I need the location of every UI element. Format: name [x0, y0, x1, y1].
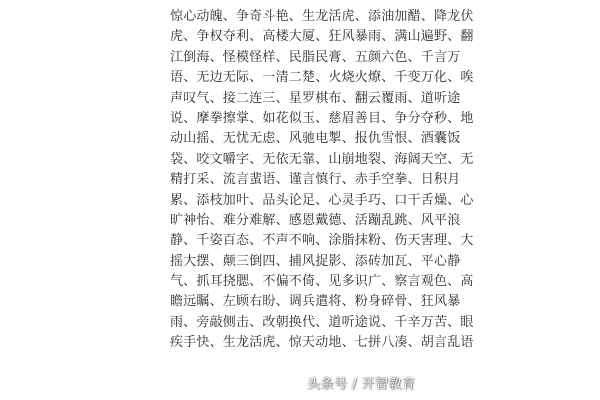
text-line-11: 旷神怡、难分难解、感恩戴德、活蹦乱跳、风平浪	[170, 212, 461, 228]
text-line-12: 静、千姿百态、不声不响、涂脂抹粉、伤天害理、大	[170, 233, 474, 249]
text-line-3: 江倒海、怪模怪样、民脂民膏、五颜六色、千言万	[170, 49, 461, 65]
text-line-13: 摇大摆、颠三倒四、捕风捉影、添砖加瓦、平心静	[170, 253, 461, 269]
text-line-8: 袋、咬文嚼字、无依无靠、山崩地裂、海阔天空、无	[170, 151, 474, 167]
text-line-16: 雨、旁敲侧击、改朝换代、道听途说、千辛万苦、眼	[170, 314, 474, 330]
text-line-1: 惊心动魄、争奇斗艳、生龙活虎、添油加醋、降龙伏	[170, 9, 474, 24]
text-line-7: 动山摇、无忧无虑、风驰电掣、报仇雪恨、酒囊饭	[170, 131, 461, 147]
text-line-9: 精打采、流言蜚语、谨言慎行、赤手空拳、日积月	[170, 172, 461, 188]
text-line-6: 说、摩拳擦掌、如花似玉、慈眉善目、争分夺秒、地	[170, 110, 474, 126]
text-line-4: 语、无边无际、一清二楚、火烧火燎、千变万化、唉	[170, 70, 474, 86]
text-line-17: 疾手快、生龙活虎、惊天动地、七拼八凑、胡言乱语	[170, 335, 474, 351]
text-line-10: 累、添枝加叶、品头论足、心灵手巧、口干舌燥、心	[170, 192, 474, 208]
idiom-text-block	[170, 7, 474, 354]
text-line-5: 声叹气、接二连三、星罗棋布、翻云覆雨、道听途	[170, 90, 461, 106]
text-line-15: 瞻远瞩、左顾右盼、调兵遣将、粉身碎骨、狂风暴	[170, 294, 461, 310]
text-line-14: 气、抓耳挠腮、不偏不倚、见多识广、察言观色、高	[170, 274, 474, 290]
text-line-2: 虎、争权夺利、高楼大厦、狂风暴雨、满山遍野、翻	[170, 29, 474, 45]
source-watermark: 头条号 / 开智教育	[307, 377, 416, 392]
